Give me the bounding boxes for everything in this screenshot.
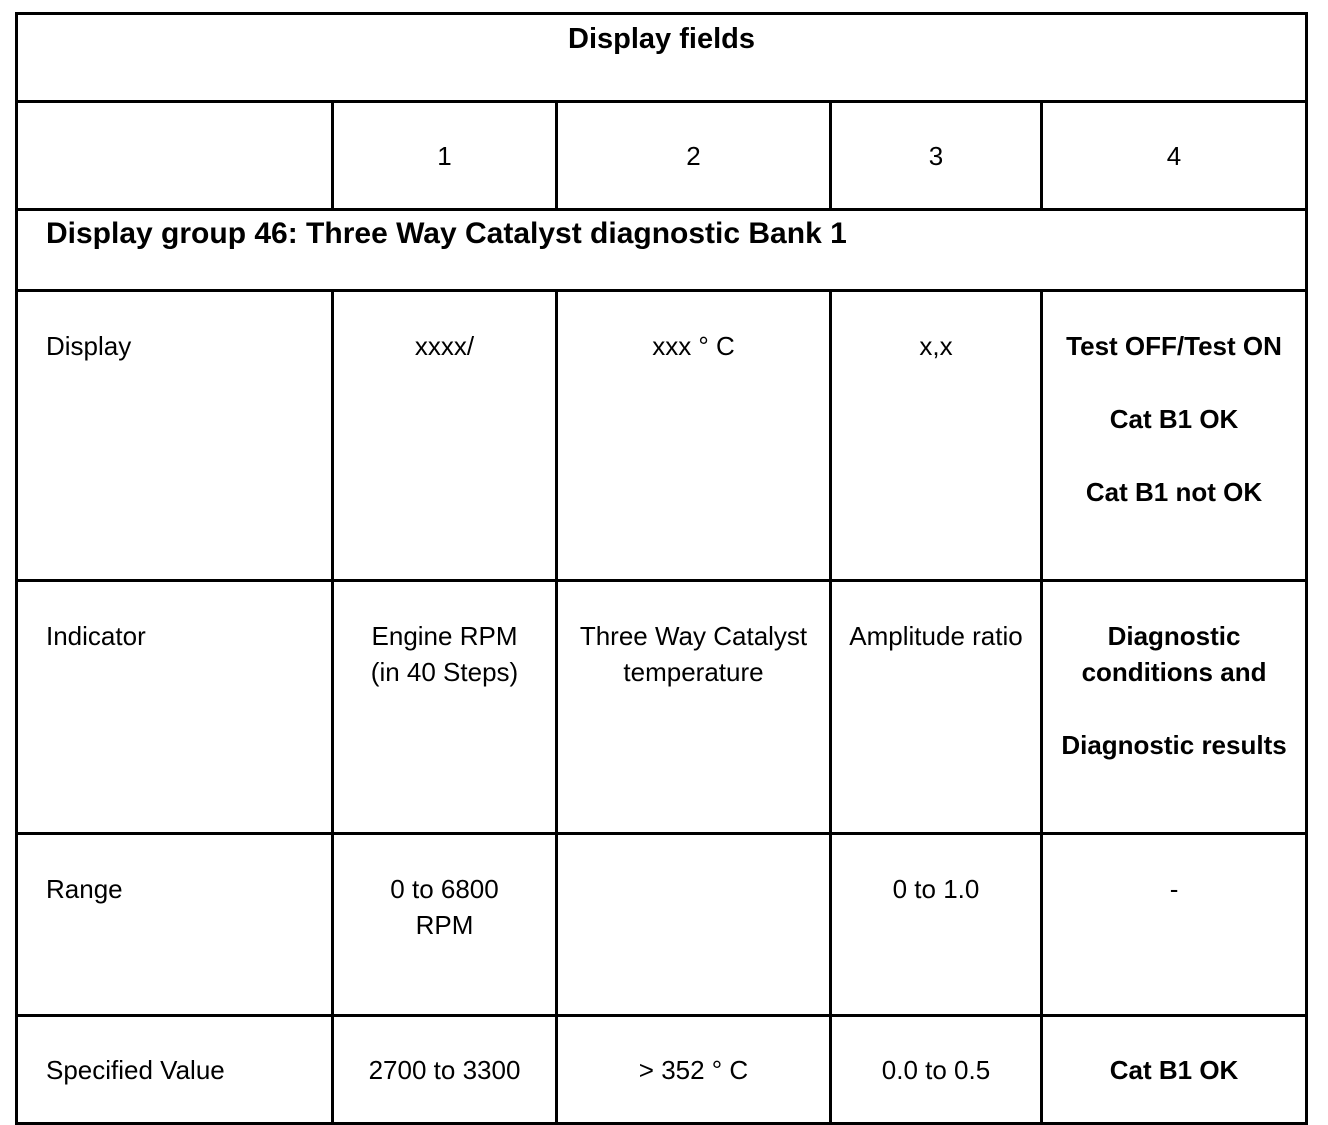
indicator-rpm-steps: (in 40 Steps) [370,657,519,687]
indicator-field-4 [1042,581,1307,834]
range-field-4: - [1042,834,1307,1016]
indicator-temperature: temperature [623,657,764,687]
indicator-field-1 [333,581,557,834]
field-number-4: 4 [1042,102,1307,210]
table-row-indicator [17,581,1307,834]
display-field-1: xxxx/ [333,291,557,581]
display-field-3: x,x [831,291,1042,581]
indicator-field-2 [557,581,831,834]
group-heading: Display group 46: Three Way Catalyst diagnostic Bank 1 [46,217,847,250]
row-label-display: Display [17,291,333,581]
display-field-2: xxx ° C [557,291,831,581]
specified-field-2: > 352 ° C [557,1016,831,1124]
indicator-catalyst: Three Way Catalyst [579,621,808,651]
table-title: Display fields [568,23,755,55]
empty-header-cell [17,102,333,210]
row-label-specified-value: Specified Value [17,1016,333,1124]
table-row-display [17,291,1307,581]
indicator-diagnostic: Diagnostic [1107,621,1241,651]
indicator-engine-rpm: Engine RPM [371,621,518,651]
display-fields-table [15,12,1308,1125]
field-number-2: 2 [557,102,831,210]
range-rpm-unit: RPM [415,910,474,940]
field-number-row [17,102,1307,210]
range-field-1 [333,834,557,1016]
indicator-results: Diagnostic results [1061,730,1287,760]
range-field-2 [557,834,831,1016]
specified-field-4: Cat B1 OK [1042,1016,1307,1124]
group-heading-cell [17,210,1307,291]
display-test-status: Test OFF/Test ON [1066,331,1282,361]
table-row-range [17,834,1307,1016]
field-number-3: 3 [831,102,1042,210]
row-label-range: Range [17,834,333,1016]
specified-field-3: 0.0 to 0.5 [831,1016,1042,1124]
specified-field-1: 2700 to 3300 [333,1016,557,1124]
row-label-indicator: Indicator [17,581,333,834]
display-field-4 [1042,291,1307,581]
display-cat-ok: Cat B1 OK [1109,404,1239,434]
table-row-specified-value [17,1016,1307,1124]
indicator-conditions: conditions and [1081,657,1267,687]
indicator-field-3: Amplitude ratio [831,581,1042,834]
display-cat-not-ok: Cat B1 not OK [1085,477,1263,507]
field-number-1: 1 [333,102,557,210]
table-title-cell [17,14,1307,102]
range-field-3: 0 to 1.0 [831,834,1042,1016]
range-rpm-value: 0 to 6800 [390,874,499,904]
